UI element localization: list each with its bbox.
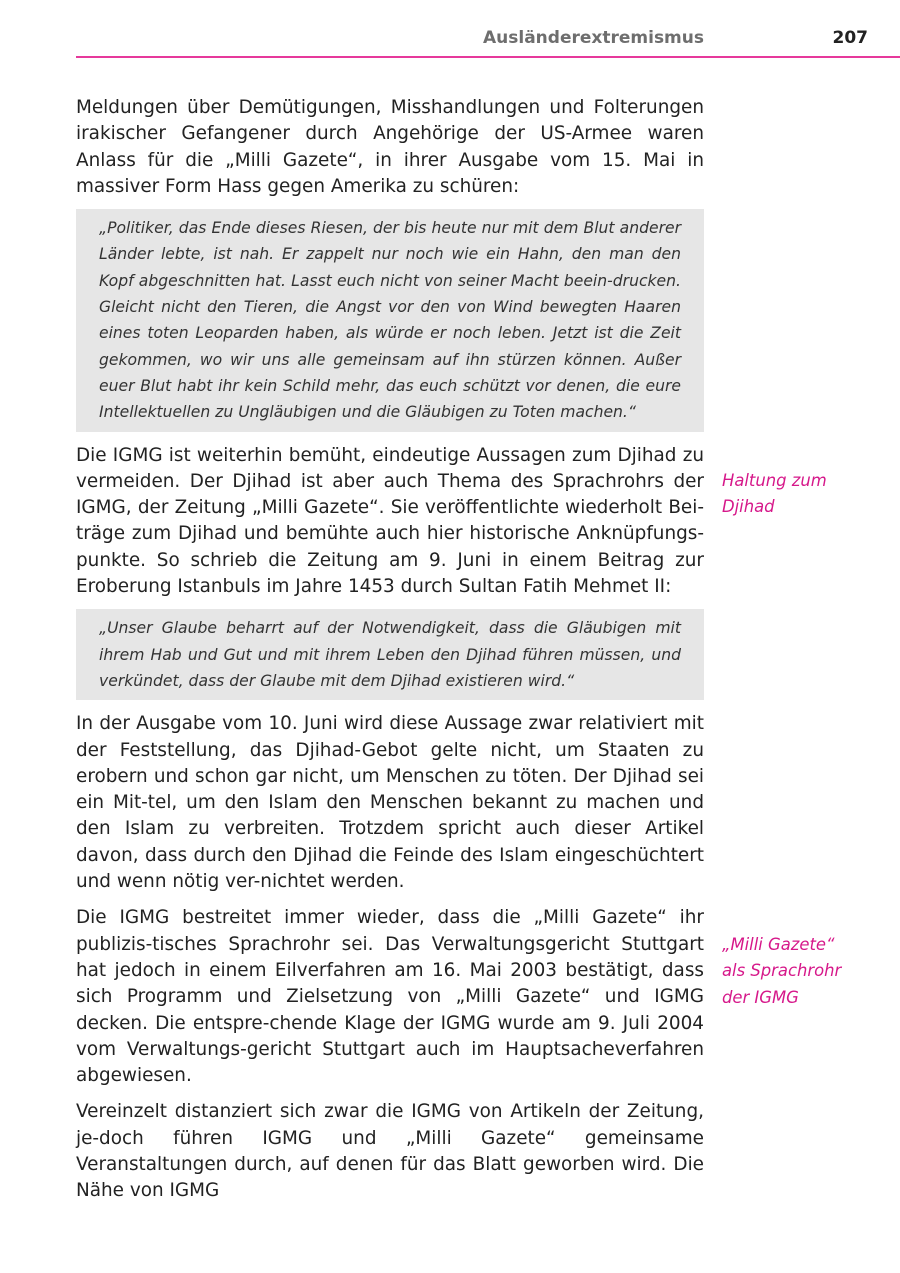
running-title: Ausländerextremismus <box>483 28 704 48</box>
quote-box-1 <box>76 209 704 431</box>
paragraph-4: Die IGMG bestreitet immer wieder, dass die „Milli Gazete“ ihr publizis-tisches Sprachrohr sei. Das Verwaltungsgericht Stuttgart hat jedoch in einem Eilverfahren am 16. Mai 2003 bestätigt, dass sich Programm und Zielsetzung von „Milli Gazete“ und IGMG decken. Die entspre-chende Klage der IGMG wurde am 9. Juli 2004 vom Verwaltungs-gericht Stuttgart auch im Hauptsacheverfahren abgewiesen. <box>76 907 704 1087</box>
paragraph-2: Die IGMG ist weiterhin bemüht, eindeutige Aussagen zum Djihad zu vermeiden. Der Djihad ist aber auch Thema des Sprachrohrs der IGMG, der Zeitung „Milli Gazete“. Sie veröffentlichte wiederholt Bei-träge zum Djihad und bemühte auch hier historische Anknüpfungs-punkte. So schrieb die Zeitung am 9. Juni in einem Beitrag zur Eroberung Istanbuls im Jahre 1453 durch Sultan Fatih Mehmet II: <box>76 444 704 598</box>
header-rule <box>76 56 900 58</box>
paragraph-1: Meldungen über Demütigungen, Misshandlungen und Folterungen irakischer Gefangener durch Angehörige der US-Armee waren Anlass für die „Milli Gazete“, in ihrer Ausgabe vom 15. Mai in massiver Form Hass gegen Amerika zu schüren: <box>76 97 704 197</box>
margin-note-line: der IGMG <box>722 987 799 1007</box>
margin-note-line: als Sprachrohr <box>722 961 842 981</box>
page-number: 207 <box>832 28 868 48</box>
running-header <box>76 28 900 56</box>
quote-2-text: „Unser Glaube beharrt auf der Notwendigkeit, dass die Gläubigen mit ihrem Hab und Gut und mit ihrem Leben den Djihad führen müssen, und verkündet, dass der Glaube mit dem Djihad existieren wird.“ <box>99 619 681 690</box>
margin-note-line: Djihad <box>722 497 775 517</box>
margin-note-milli-gazete <box>722 932 882 1011</box>
quote-box-2 <box>76 609 704 700</box>
margin-note-djihad <box>722 468 882 521</box>
margin-note-line: Haltung zum <box>722 471 827 490</box>
quote-1-text: „Politiker, das Ende dieses Riesen, der bis heute nur mit dem Blut anderer Länder lebte, ist nah. Er zappelt nur noch wie ein Hahn, den man den Kopf abgeschnitten hat. Lasst euch nicht von seiner Macht beein-drucken. Gleicht nicht den Tieren, die Angst vor den von Wind bewegten Haaren eines toten Leoparden haben, als würde er noch leben. Jetzt ist die Zeit gekommen, wo wir uns alle gemeinsam auf ihn stürzen können. Außer euer Blut habt ihr kein Schild mehr, das euch schützt vor denen, die eure Intellektuellen zu Ungläubigen und die Gläubigen zu Toten machen.“ <box>99 219 681 422</box>
main-text-column <box>76 95 704 1205</box>
paragraph-5: Vereinzelt distanziert sich zwar die IGMG von Artikeln der Zeitung, je-doch führen IGMG und „Milli Gazete“ gemeinsame Veranstaltungen durch, auf denen für das Blatt geworben wird. Die Nähe von IGMG <box>76 1101 704 1202</box>
margin-note-line: „Milli Gazete“ <box>722 935 835 954</box>
paragraph-3: In der Ausgabe vom 10. Juni wird diese Aussage zwar relativiert mit der Feststellung, das Djihad-Gebot gelte nicht, um Staaten zu erobern und schon gar nicht, um Menschen zu töten. Der Djihad sei ein Mit-tel, um den Islam den Menschen bekannt zu machen und den Islam zu verbreiten. Trotzdem spricht auch dieser Artikel davon, dass durch den Djihad die Feinde des Islam eingeschüchtert und wenn nötig ver-nichtet werden. <box>76 713 704 893</box>
